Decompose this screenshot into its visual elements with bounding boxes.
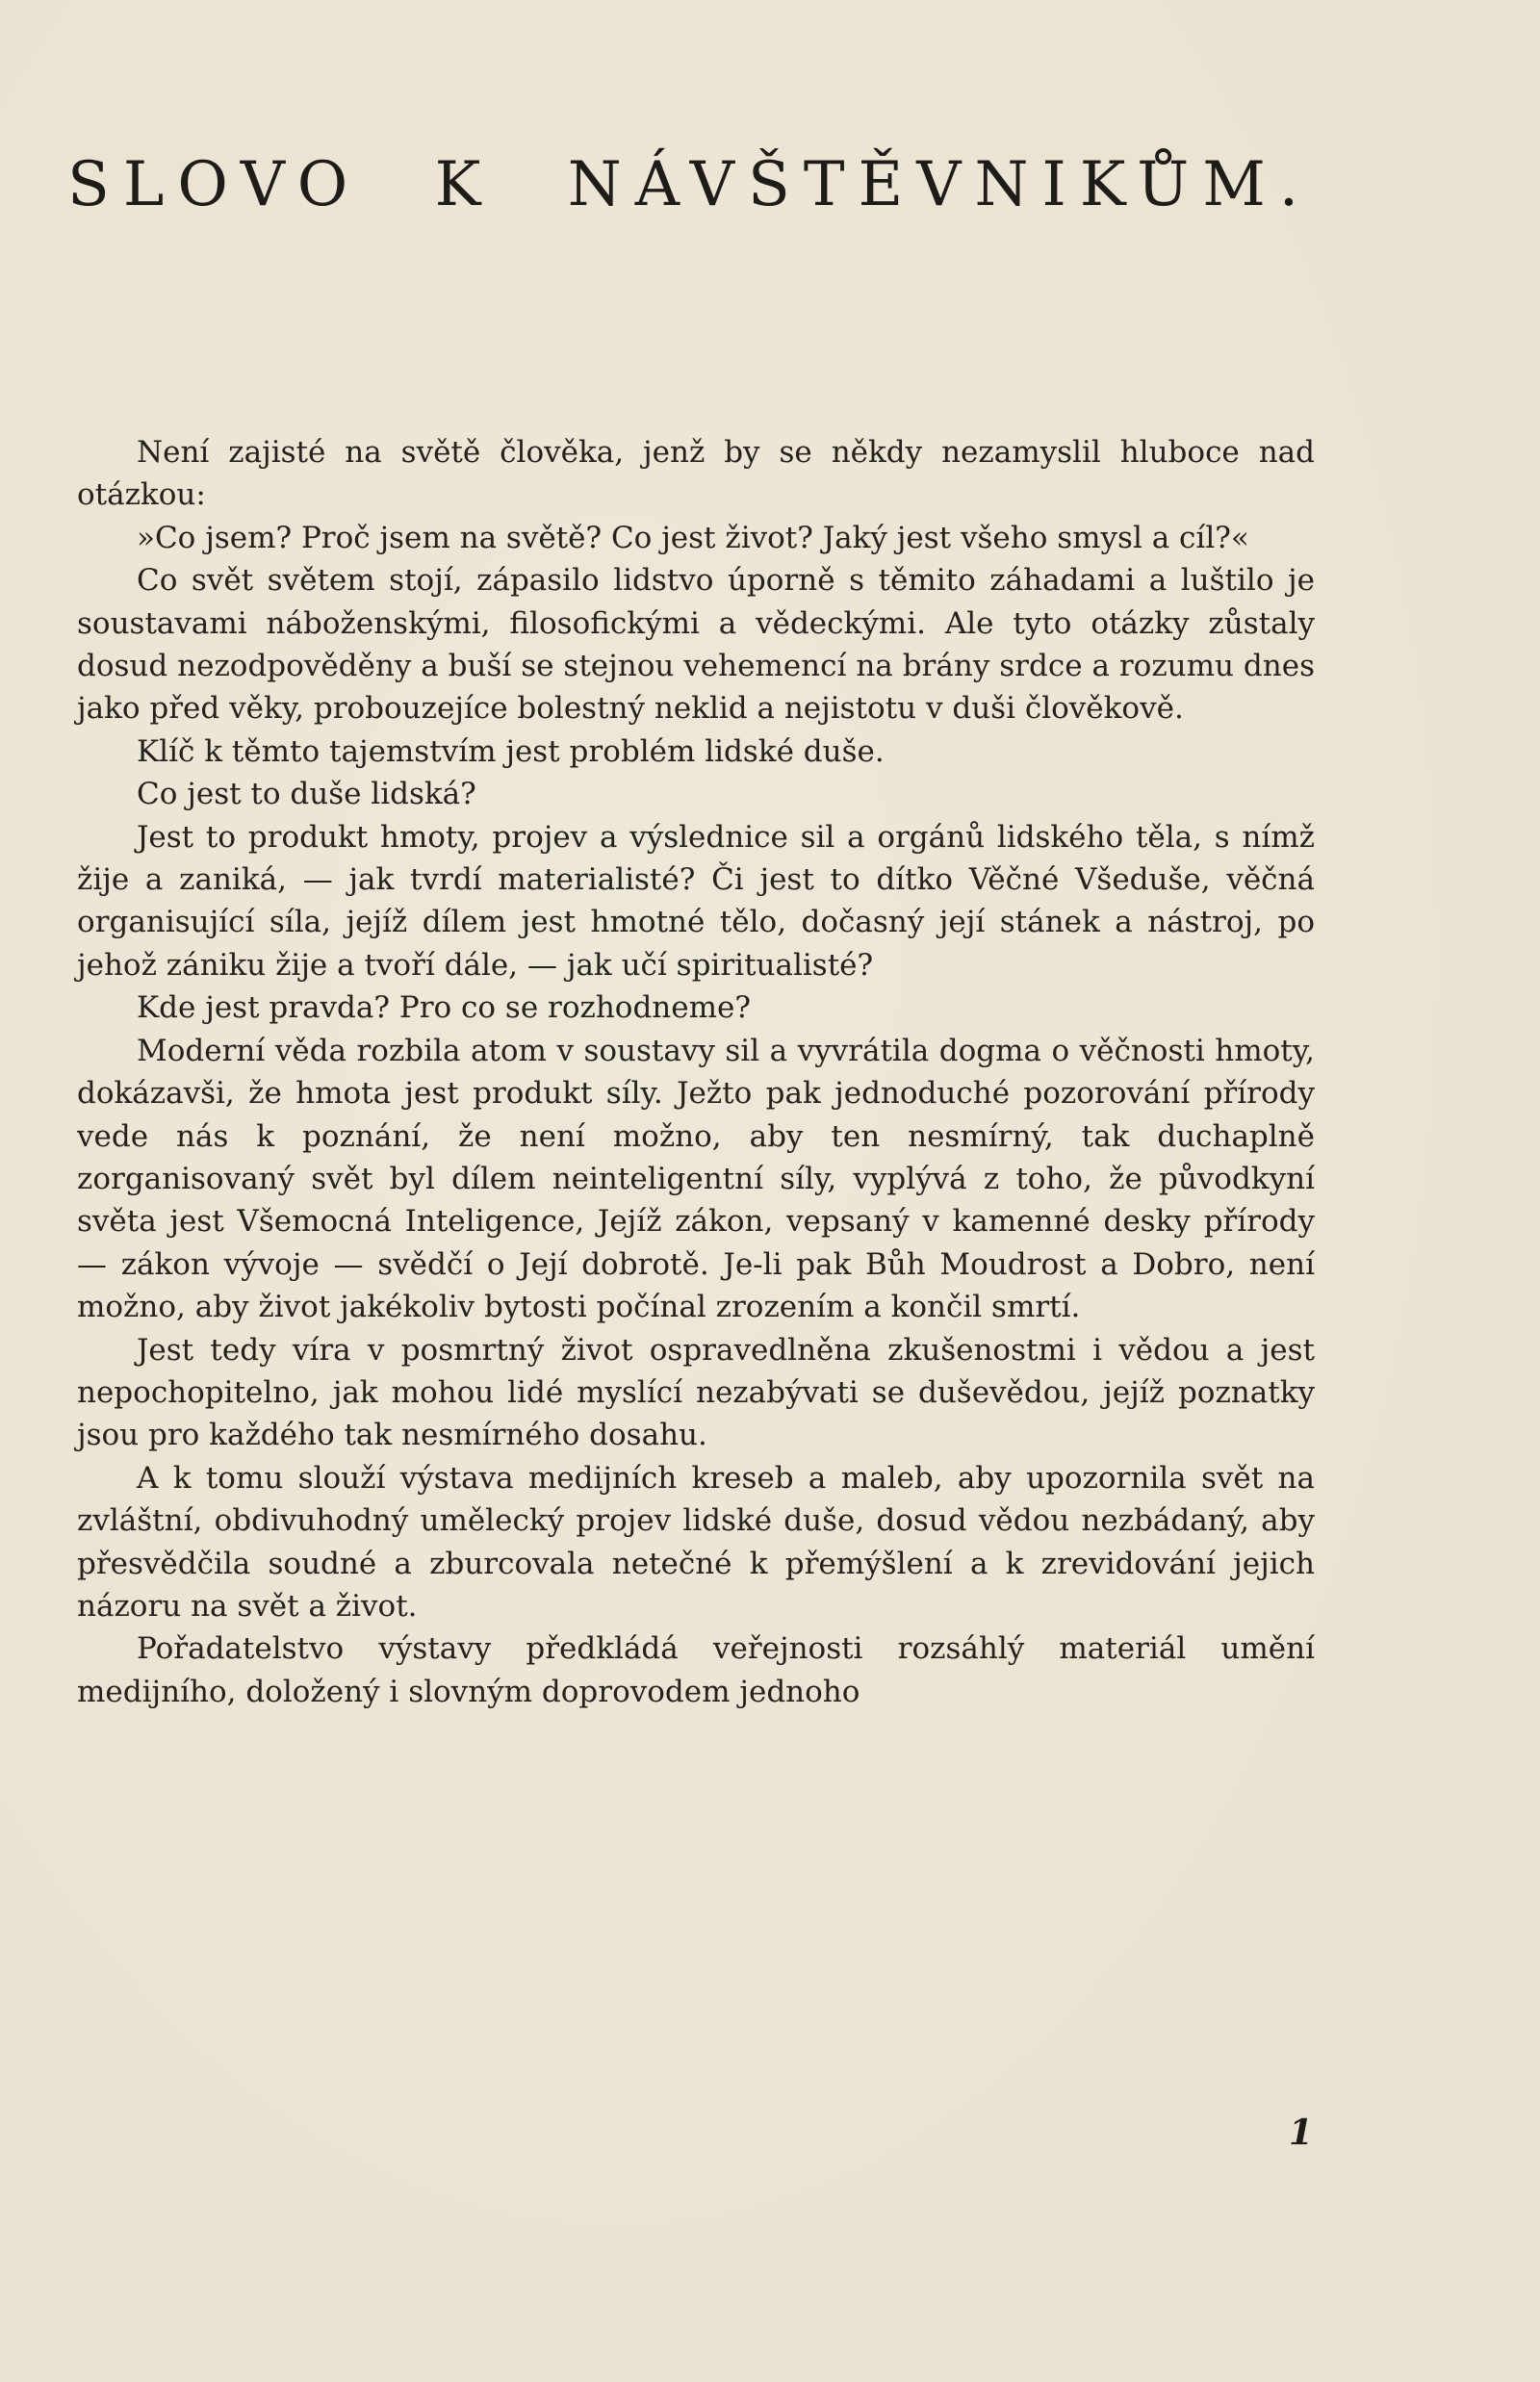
page-title: SLOVO K NÁVŠTĚVNIKŮM. (67, 149, 1313, 220)
paragraph-10: A k tomu slouží výstava medijních kreseb a maleb, aby upozornila svět na zvláštní, obdivuhodný umělecký projev lidské duše, dosud vědou nezbádaný, aby přesvědčila soudné a zburcovala netečné k přemýšlení a k zrevidování jejich názoru na svět a život. (77, 1460, 1315, 1624)
paragraph-8: Moderní věda rozbila atom v soustavy sil a vyvrátila dogma o věčnosti hmoty, dokázavši, že hmota jest produkt síly. Ježto pak jednoduché pozorování přírody vede nás k poznání, že není možno, aby ten nesmírný, tak duchaplně zorganisovaný svět byl dílem neinteligentní síly, vyplývá z toho, že původkyní světa jest Všemocná Inteligence, Jejíž zákon, vepsaný v kamenné desky přírody — zákon vývoje — svědčí o Její dobrotě. Je-li pak Bůh Moudrost a Dobro, není možno, aby život jakékoliv bytosti počínal zrozením a končil smrtí. (77, 1033, 1315, 1325)
paragraph-9: Jest tedy víra v posmrtný život ospravedlněna zkušenostmi i vědou a jest nepochopitelno, jak mohou lidé myslící nezabývati se duševědou, jejíž poznatky jsou pro každého tak nesmírného dosahu. (77, 1332, 1315, 1453)
paragraph-11: Pořadatelstvo výstavy předkládá veřejnosti rozsáhlý materiál umění medijního, doložený i slovným doprovodem jednoho (77, 1631, 1315, 1709)
paragraph-5: Co jest to duše lidská? (137, 777, 476, 812)
paragraph-4: Klíč k těmto tajemstvím jest problém lidské duše. (137, 733, 885, 769)
page-number: 1 (1288, 2113, 1313, 2153)
paragraph-6: Jest to produkt hmoty, projev a výslednice sil a orgánů lidského těla, s nímž žije a zaniká, — jak tvrdí materialisté? Či jest to dítko Věčné Všeduše, věčná organisující síla, jejíž dílem jest hmotné tělo, dočasný její stánek a nástroj, po jehož zániku žije a tvoří dále, — jak učí spiritualisté? (77, 819, 1315, 983)
paragraph-7: Kde jest pravda? Pro co se rozhodneme? (137, 990, 751, 1026)
body-text (77, 431, 1315, 1713)
paragraph-3: Co svět světem stojí, zápasilo lidstvo úporně s těmito záhadami a luštilo je soustavami náboženskými, filosofickými a vědeckými. Ale tyto otázky zůstaly dosud nezodpověděny a buší se stejnou vehemencí na brány srdce a rozumu dnes jako před věky, probouzejíce bolestný neklid a nejistotu v duši člověkově. (77, 563, 1315, 727)
paragraph-2: »Co jsem? Proč jsem na světě? Co jest život? Jaký jest všeho smysl a cíl?« (137, 520, 1249, 555)
paragraph-1: Není zajisté na světě člověka, jenž by se někdy nezamyslil hluboce nad otázkou: (77, 435, 1315, 513)
